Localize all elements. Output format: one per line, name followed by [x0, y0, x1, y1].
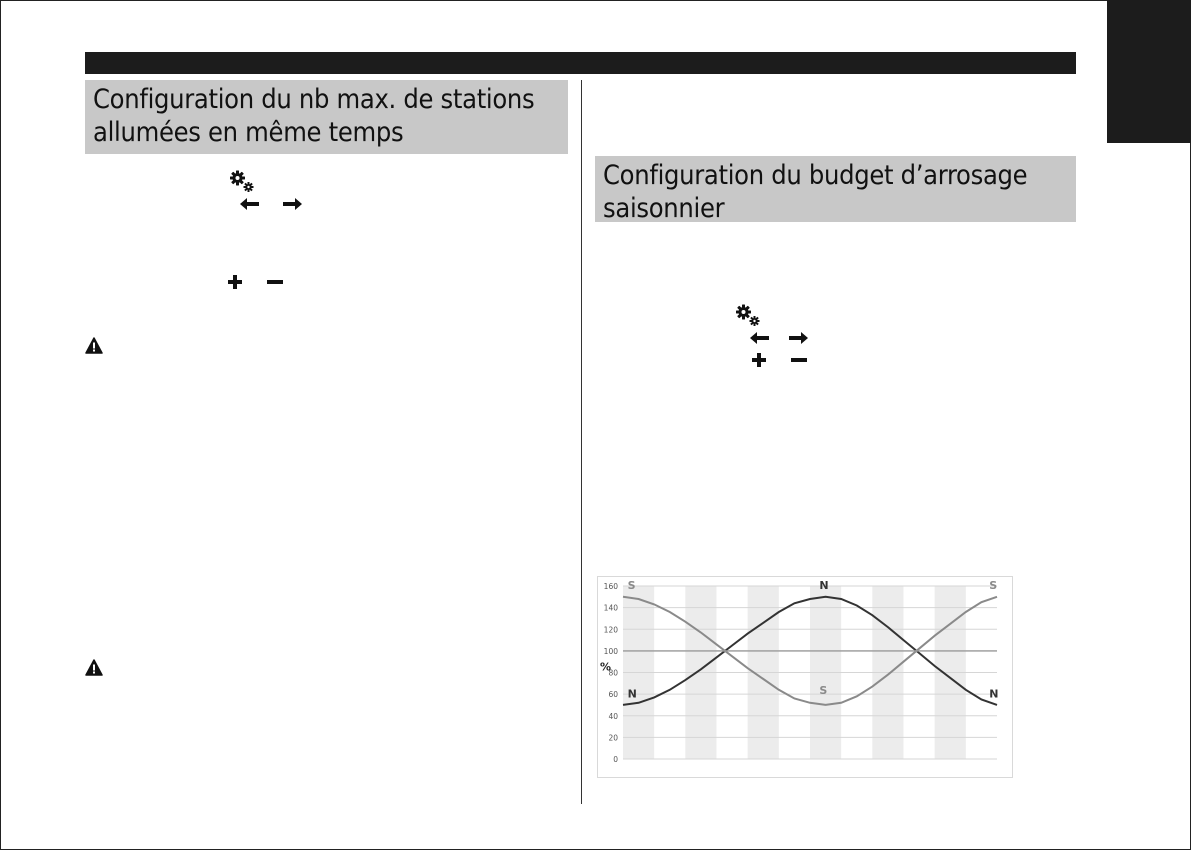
- y-tick-label: 100: [603, 646, 618, 656]
- arrow-right-icon: [281, 197, 303, 211]
- seasonal-budget-chart: [597, 576, 1013, 778]
- chart-point-label: N: [819, 579, 829, 593]
- y-tick-label: 120: [603, 625, 618, 635]
- y-tick-label: 0: [613, 755, 618, 764]
- chart-svg: [598, 577, 1012, 777]
- column-divider: [581, 80, 582, 804]
- arrow-left-icon: [749, 331, 771, 345]
- left-section-heading: [85, 80, 568, 154]
- left-heading-line2: allumées en même temps: [93, 117, 404, 148]
- y-tick-label: 20: [608, 733, 618, 743]
- right-heading-line1: Configuration du budget d’arrosage: [603, 160, 1028, 191]
- warning-icon: [85, 659, 103, 676]
- y-axis-label: %: [600, 660, 612, 674]
- gears-icon: [229, 169, 255, 193]
- side-language-tab: [1107, 0, 1191, 143]
- chart-point-label: S: [989, 579, 998, 593]
- right-heading-line2: saisonnier: [603, 193, 725, 224]
- minus-icon: [266, 274, 284, 290]
- y-tick-label: 40: [608, 711, 618, 721]
- warning-icon: [85, 337, 103, 354]
- top-header-bar: [85, 52, 1076, 74]
- y-tick-label: 140: [603, 603, 618, 613]
- left-heading-line1: Configuration du nb max. de stations: [93, 84, 535, 115]
- chart-point-label: N: [989, 687, 999, 701]
- right-section-heading: [595, 156, 1076, 222]
- chart-point-label: N: [627, 687, 637, 701]
- arrow-right-icon: [787, 331, 809, 345]
- plus-icon: [227, 274, 243, 290]
- plus-icon: [751, 352, 767, 368]
- chart-point-label: S: [819, 684, 828, 698]
- chart-point-label: S: [627, 579, 636, 593]
- y-tick-label: 80: [608, 668, 618, 678]
- y-tick-label: 60: [608, 690, 618, 700]
- arrow-left-icon: [239, 197, 261, 211]
- minus-icon: [790, 352, 808, 368]
- y-tick-label: 160: [603, 582, 618, 591]
- gears-icon: [735, 303, 761, 327]
